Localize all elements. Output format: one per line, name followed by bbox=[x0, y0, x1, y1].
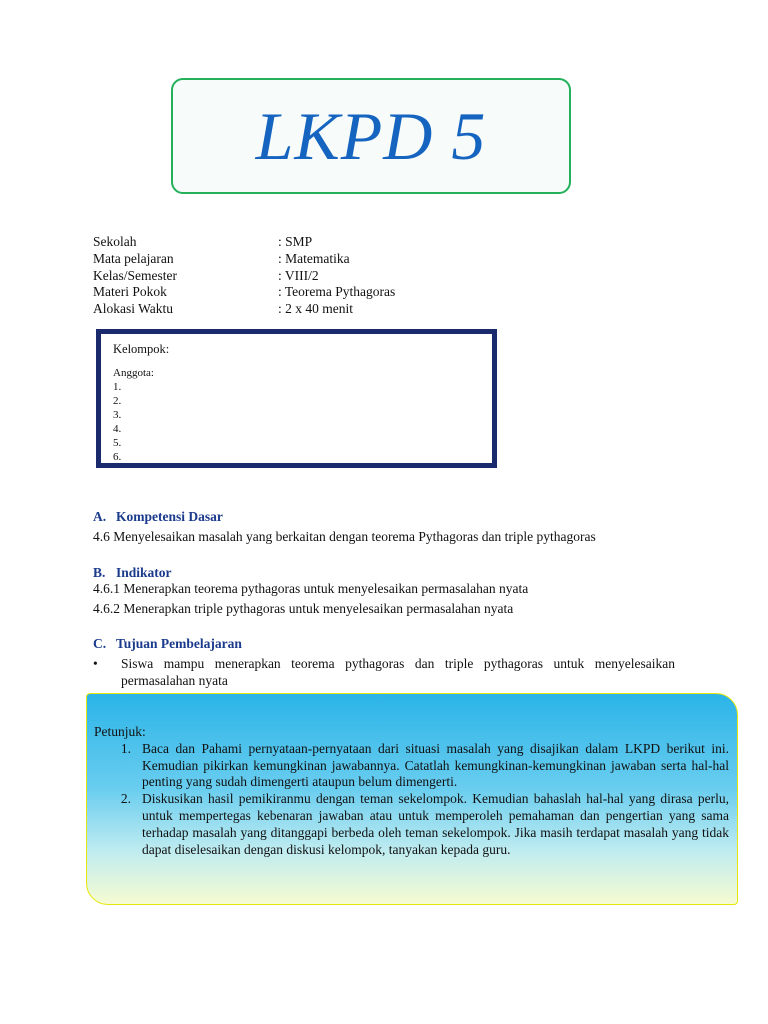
section-title: Tujuan Pembelajaran bbox=[116, 636, 242, 651]
tujuan-text: Siswa mampu menerapkan teorema pythagoras dan triple pythagoras untuk menyelesaikan permasalahan nyata bbox=[121, 656, 675, 688]
petunjuk-text: Baca dan Pahami pernyataan-pernyataan dari situasi masalah yang disajikan dalam LKPD berikut ini. Kemudian pikirkan kemungkinan jawabannya. Catatlah kemungkinan-kemungkinan jawaban serta hal-hal penting yang sudah dimengerti ataupun belum dimengerti. bbox=[142, 740, 729, 790]
petunjuk-number: 2. bbox=[120, 791, 131, 807]
group-title: Kelompok: bbox=[113, 342, 170, 356]
info-label: Materi Pokok bbox=[93, 284, 167, 300]
section-title: Indikator bbox=[116, 565, 172, 580]
info-label: Alokasi Waktu bbox=[93, 301, 174, 317]
info-value: : 2 x 40 menit bbox=[278, 301, 353, 317]
info-row-mata-pelajaran bbox=[93, 251, 395, 268]
info-row-sekolah bbox=[93, 234, 395, 251]
info-row-kelas-semester bbox=[93, 268, 395, 285]
member-item: 3. bbox=[113, 409, 122, 421]
identity-table bbox=[93, 234, 395, 318]
member-item: 6. bbox=[113, 451, 122, 463]
page-title: LKPD 5 bbox=[255, 97, 487, 174]
petunjuk-title: Petunjuk: bbox=[94, 724, 146, 739]
section-title: Kompetensi Dasar bbox=[116, 509, 223, 524]
petunjuk-item bbox=[94, 741, 729, 791]
info-label: Mata pelajaran bbox=[93, 250, 174, 266]
tujuan-item bbox=[93, 655, 675, 689]
section-b-heading bbox=[93, 565, 172, 581]
members-label: Anggota: bbox=[113, 367, 154, 379]
info-value: : SMP bbox=[278, 234, 313, 249]
member-item: 2. bbox=[113, 395, 122, 407]
info-row-materi-pokok bbox=[93, 284, 395, 301]
info-value: : Matematika bbox=[278, 250, 350, 266]
members-list bbox=[113, 366, 492, 464]
section-letter: C. bbox=[93, 636, 107, 651]
title-box bbox=[171, 78, 571, 194]
member-item: 1. bbox=[113, 381, 122, 393]
petunjuk-text: Diskusikan hasil pemikiranmu dengan teman sekelompok. Kemudian bahaslah hal-hal yang dirasa perlu, untuk mempertegas kebenaran jawaban atau untuk memperoleh pemahaman dan pengertian yang sama terhadap masalah yang ditanggapi berbeda oleh teman sekelompok. Jika masih terdapat masalah yang tidak dapat diselesaikan dengan diskusi kelompok, tanyakan kepada guru. bbox=[142, 791, 729, 857]
info-value: : Teorema Pythagoras bbox=[278, 284, 396, 300]
kd-line: 4.6 Menyelesaikan masalah yang berkaitan dengan teorema Pythagoras dan triple pythagoras bbox=[93, 529, 596, 544]
indikator-line: 4.6.1 Menerapkan teorema pythagoras untuk menyelesaikan permasalahan nyata bbox=[93, 581, 529, 596]
group-box bbox=[96, 329, 497, 468]
member-item: 4. bbox=[113, 423, 122, 435]
section-a-heading bbox=[93, 509, 223, 525]
info-label: Sekolah bbox=[93, 234, 137, 249]
info-label: Kelas/Semester bbox=[93, 267, 177, 283]
petunjuk-number: 1. bbox=[120, 740, 131, 756]
bullet-icon: • bbox=[93, 656, 98, 671]
section-letter: A. bbox=[93, 509, 107, 524]
indikator-line: 4.6.2 Menerapkan triple pythagoras untuk menyelesaikan permasalahan nyata bbox=[93, 601, 514, 616]
section-letter: B. bbox=[93, 565, 106, 580]
petunjuk-box bbox=[86, 693, 738, 905]
info-value: : VIII/2 bbox=[278, 267, 319, 283]
section-c-heading bbox=[93, 636, 242, 652]
petunjuk-item bbox=[94, 791, 729, 858]
info-row-alokasi-waktu bbox=[93, 301, 395, 318]
member-item: 5. bbox=[113, 437, 122, 449]
